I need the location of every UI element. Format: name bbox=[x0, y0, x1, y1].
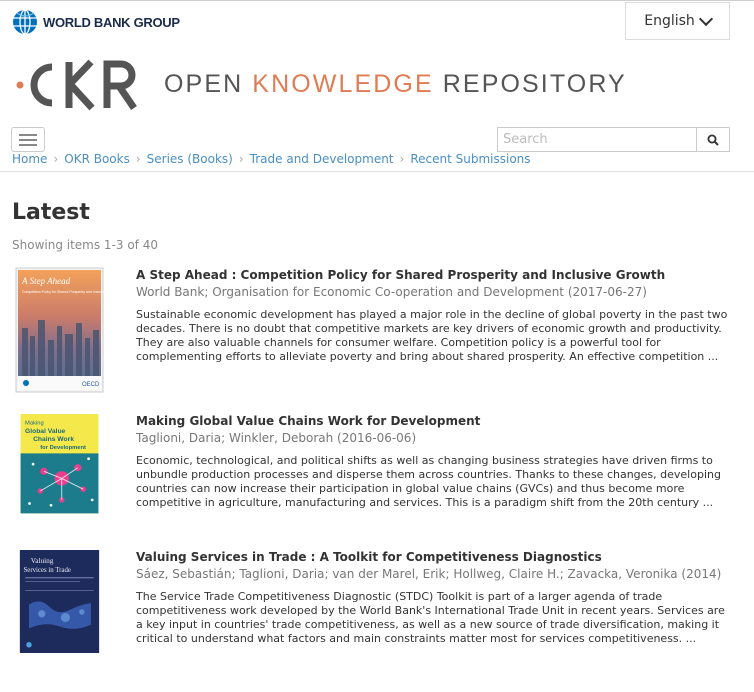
chevron-down-icon bbox=[699, 12, 713, 26]
item-title-link[interactable]: Valuing Services in Trade : A Toolkit for Competitiveness Diagnostics bbox=[136, 550, 602, 564]
book-cover-thumbnail[interactable] bbox=[16, 268, 119, 392]
wbg-logo-text: WORLD BANK GROUP bbox=[43, 14, 180, 30]
language-dropdown[interactable] bbox=[625, 2, 730, 40]
svg-text:OECD: OECD bbox=[82, 382, 100, 388]
svg-text:Valuing: Valuing bbox=[30, 556, 54, 565]
item-abstract: The Service Trade Competitiveness Diagnostic (STDC) Toolkit is part of a larger agenda of trade competitiveness work developed by the World Bank's International Trade Unit in recent years. Services are a key input in countries' trade competitiveness, as well as a new source of trade diversification, making it critical to understand what factors and main constraints matter most for services competitiveness. ... bbox=[136, 590, 725, 645]
breadcrumb: Home › OKR Books › Series (Books) › Trade and Development › Recent Submissions bbox=[12, 152, 531, 166]
svg-text:Global Value: Global Value bbox=[25, 427, 66, 435]
okr-logo[interactable] bbox=[15, 58, 140, 112]
breadcrumb-item[interactable]: Series (Books) bbox=[146, 152, 233, 166]
item-authors: Sáez, Sebastián; Taglioni, Daria; van der Marel, Erik; Hollweg, Claire H.; Zavacka, Veronika (2014) bbox=[136, 567, 722, 581]
svg-text:A Step Ahead: A Step Ahead bbox=[22, 276, 71, 286]
language-label: English bbox=[644, 13, 695, 29]
svg-text:Services in Trade: Services in Trade bbox=[23, 566, 71, 574]
globe-icon bbox=[12, 9, 38, 35]
search-button[interactable] bbox=[697, 127, 730, 152]
hamburger-icon-bar bbox=[19, 144, 37, 146]
top-border bbox=[0, 0, 754, 1]
item-details bbox=[136, 414, 736, 510]
item-authors: World Bank; Organisation for Economic Co-operation and Development (2017-06-27) bbox=[136, 285, 647, 299]
item-authors: Taglioni, Daria; Winkler, Deborah (2016-06-06) bbox=[136, 431, 417, 445]
hamburger-icon-bar bbox=[19, 139, 37, 141]
svg-text:Competition Policy for Shared: Competition Policy for Shared Prosperity and Inclusive Growth bbox=[22, 290, 119, 294]
hamburger-icon-bar bbox=[19, 134, 37, 136]
book-cover-thumbnail[interactable] bbox=[16, 414, 103, 525]
results-count: Showing items 1-3 of 40 bbox=[12, 238, 158, 252]
item-details bbox=[136, 268, 736, 364]
repository-title: OPEN KNOWLEDGE REPOSITORY bbox=[164, 70, 627, 98]
page-title: Latest bbox=[12, 200, 90, 225]
item-details bbox=[136, 550, 736, 646]
svg-text:Chains Work: Chains Work bbox=[33, 435, 74, 443]
world-bank-group-logo[interactable] bbox=[12, 9, 180, 35]
book-cover-thumbnail[interactable] bbox=[16, 550, 103, 663]
breadcrumb-item[interactable]: Home bbox=[12, 152, 48, 166]
item-abstract: Economic, technological, and political shifts as well as changing business strategies have driven firms to unbundle production processes and disperse them across countries. Thanks to these changes, developing countries can now increase their participation in global value chains (GVCs) and thus become more competitive in agriculture, manufacturing and services. This is a paradigm shift from the 20th century ... bbox=[136, 454, 721, 509]
item-title-link[interactable]: A Step Ahead : Competition Policy for Shared Prosperity and Inclusive Growth bbox=[136, 268, 666, 282]
breadcrumb-item: Recent Submissions bbox=[410, 152, 531, 166]
item-abstract: Sustainable economic development has played a major role in the decline of global poverty in the past two decades. There is no doubt that competitive markets are key drivers of economic growth and productivity. They are also valuable channels for consumer welfare. Competition policy is a powerful tool for complementing efforts to alleviate poverty and bring about shared prosperity. An effective competition ... bbox=[136, 308, 728, 363]
breadcrumb-item[interactable]: OKR Books bbox=[64, 152, 130, 166]
search-icon bbox=[707, 134, 719, 146]
menu-toggle-button[interactable] bbox=[11, 127, 45, 152]
breadcrumb-item[interactable]: Trade and Development bbox=[249, 152, 394, 166]
header-divider bbox=[0, 171, 754, 172]
svg-text:for Development: for Development bbox=[40, 444, 87, 451]
item-title-link[interactable]: Making Global Value Chains Work for Development bbox=[136, 414, 481, 428]
svg-text:Making: Making bbox=[25, 420, 44, 427]
search-input[interactable] bbox=[497, 127, 697, 152]
